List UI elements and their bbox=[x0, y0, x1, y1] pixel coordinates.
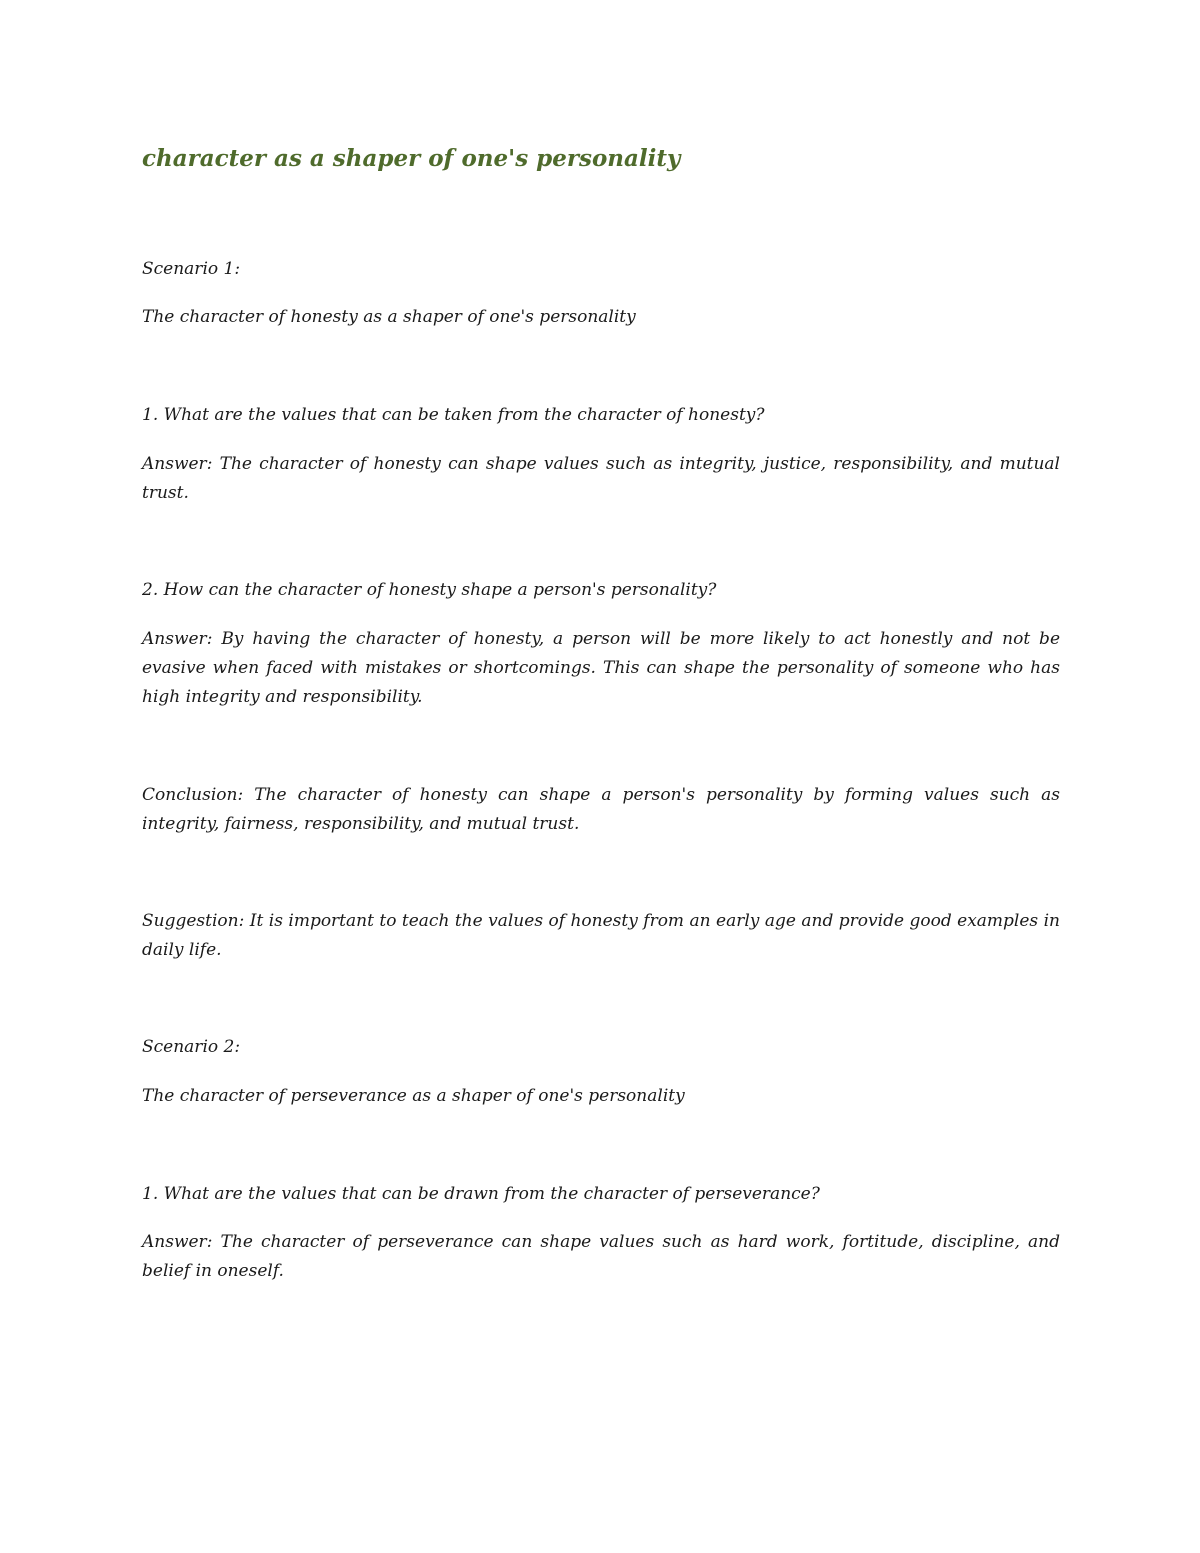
scenario-2-subtitle: The character of perseverance as a shaper of one's personality bbox=[142, 1086, 685, 1106]
scenario-1-suggestion: Suggestion: It is important to teach the values of honesty from an early age and provide good examples in daily life. bbox=[142, 911, 1060, 960]
scenario-1-subtitle: The character of honesty as a shaper of one's personality bbox=[142, 307, 636, 327]
scenario-1-question-2: 2. How can the character of honesty shape a person's personality? bbox=[142, 580, 717, 600]
scenario-2-question-1: 1. What are the values that can be drawn from the character of perseverance? bbox=[142, 1184, 820, 1204]
scenario-1-conclusion: Conclusion: The character of honesty can shape a person's personality by forming values such as integrity, fairness, responsibility, and mutual trust. bbox=[142, 785, 1060, 834]
document-title: character as a shaper of one's personality bbox=[142, 145, 681, 172]
scenario-2-answer-1: Answer: The character of perseverance can shape values such as hard work, fortitude, discipline, and belief in oneself. bbox=[142, 1232, 1060, 1281]
scenario-2-label: Scenario 2: bbox=[142, 1037, 241, 1057]
scenario-1-question-1: 1. What are the values that can be taken from the character of honesty? bbox=[142, 405, 765, 425]
scenario-1-answer-1: Answer: The character of honesty can shape values such as integrity, justice, responsibility, and mutual trust. bbox=[142, 454, 1060, 503]
scenario-1-label: Scenario 1: bbox=[142, 259, 241, 279]
scenario-1-answer-2: Answer: By having the character of honesty, a person will be more likely to act honestly and not be evasive when faced with mistakes or shortcomings. This can shape the personality of someone who has high integrity and responsibility. bbox=[142, 629, 1060, 707]
